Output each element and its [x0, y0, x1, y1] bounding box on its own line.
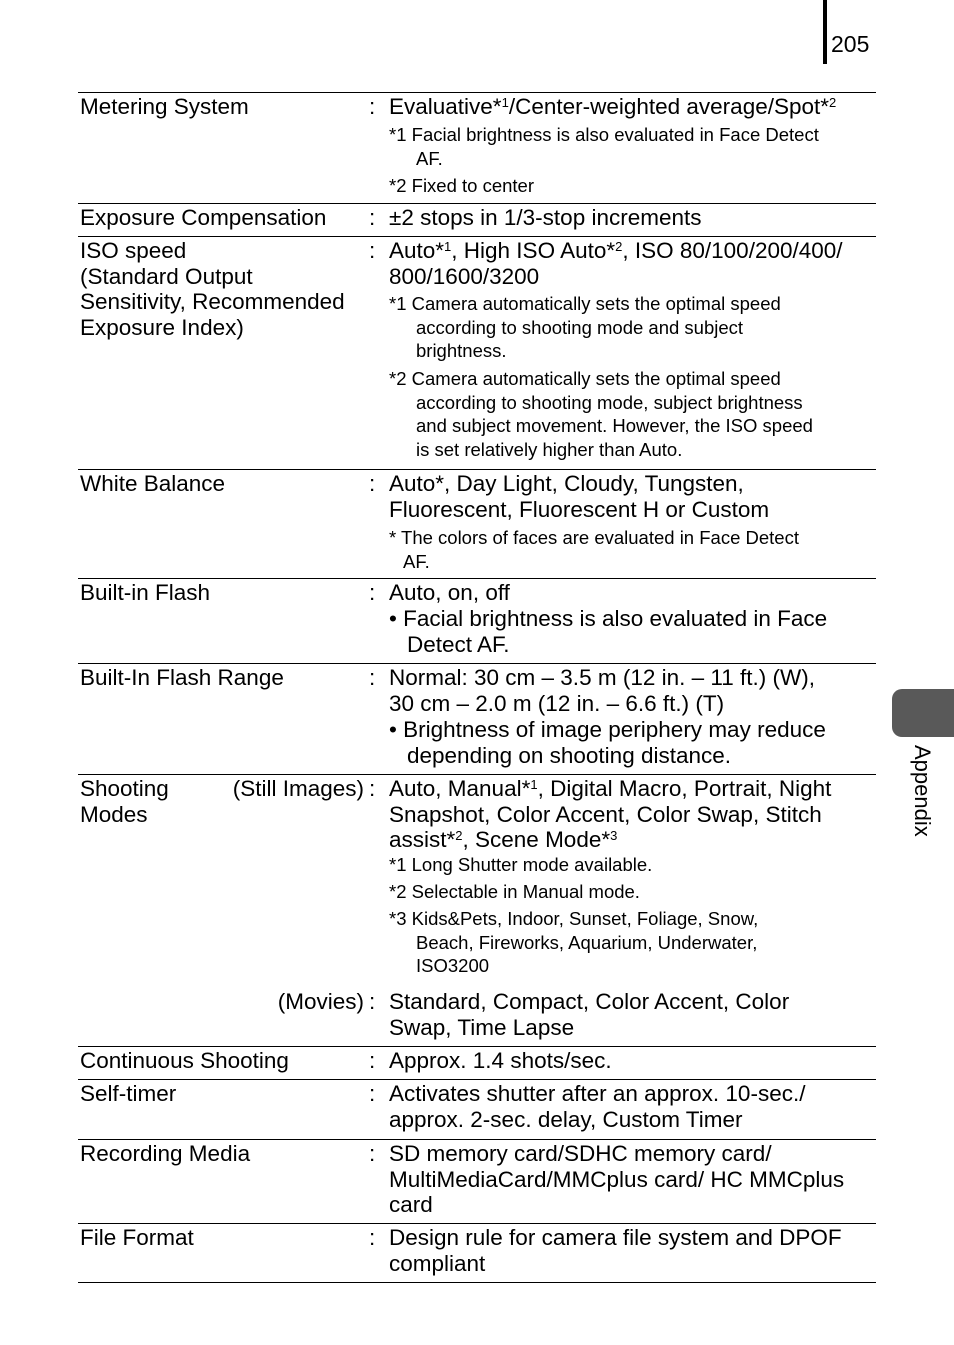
spec-row-continuous	[78, 1046, 876, 1079]
spec-value: Design rule for camera file system and DPOF compliant	[389, 1225, 842, 1276]
spec-label: Self-timer	[80, 1081, 177, 1106]
spec-colon: :	[369, 238, 376, 263]
spec-colon: :	[369, 471, 376, 496]
spec-row-metering	[78, 92, 876, 203]
spec-label: ISO speed (Standard Output Sensitivity, Recommended Exposure Index)	[80, 238, 345, 340]
spec-value: Approx. 1.4 shots/sec.	[389, 1048, 612, 1073]
spec-label: Built-In Flash Range	[80, 665, 284, 690]
spec-row-white-balance	[78, 469, 876, 578]
spec-colon: :	[369, 776, 376, 801]
spec-footnote-1: *1 Camera automatically sets the optimal speed according to shooting mode and subject brightness.	[389, 293, 781, 361]
spec-label: Continuous Shooting	[80, 1048, 289, 1073]
spec-row-media	[78, 1139, 876, 1223]
spec-row-iso	[78, 236, 876, 469]
spec-footnote-1: *1 Long Shutter mode available.	[389, 854, 653, 875]
spec-value: ±2 stops in 1/3-stop increments	[389, 205, 702, 230]
spec-footnote: * The colors of faces are evaluated in Face Detect AF.	[389, 527, 799, 572]
spec-colon: :	[369, 1141, 376, 1166]
spec-value: Normal: 30 cm – 3.5 m (12 in. – 11 ft.) (W), 30 cm – 2.0 m (12 in. – 6.6 ft.) (T)	[389, 665, 815, 716]
spec-colon: :	[369, 580, 376, 605]
spec-label: File Format	[80, 1225, 194, 1250]
spec-footnote-2: *2 Fixed to center	[389, 175, 535, 196]
spec-colon: :	[369, 94, 376, 119]
spec-label: Metering System	[80, 94, 249, 119]
appendix-tab-label: Appendix	[910, 745, 935, 837]
spec-value: Auto*$^1$, High ISO Auto*$^2$, ISO 80/100/200/400/ 800/1600/3200	[389, 238, 843, 289]
spec-row-self-timer	[78, 1079, 876, 1139]
spec-label: Recording Media	[80, 1141, 251, 1166]
spec-row-flash	[78, 578, 876, 663]
spec-sublabel-still: (Still Images)	[232, 776, 364, 801]
page-number-divider	[823, 0, 827, 64]
spec-footnote-3: *3 Kids&Pets, Indoor, Sunset, Foliage, Snow, Beach, Fireworks, Aquarium, Underwater, ISO3200	[389, 908, 759, 976]
page-number: 205	[831, 31, 870, 57]
spec-row-exposure	[78, 203, 876, 236]
spec-row-flash-range	[78, 663, 876, 774]
spec-colon: :	[369, 665, 376, 690]
appendix-tab-marker	[892, 689, 954, 737]
spec-colon: :	[369, 989, 376, 1014]
spec-colon: :	[369, 1081, 376, 1106]
spec-colon: :	[369, 205, 376, 230]
spec-label: Shooting Modes	[80, 776, 169, 827]
spec-value: Activates shutter after an approx. 10-sec./ approx. 2-sec. delay, Custom Timer	[389, 1081, 806, 1132]
spec-row-shooting-modes	[78, 774, 876, 1046]
spec-value: Auto*, Day Light, Cloudy, Tungsten, Fluorescent, Fluorescent H or Custom	[389, 471, 770, 522]
spec-value-still: Auto, Manual*$^1$, Digital Macro, Portrait, Night Snapshot, Color Accent, Color Swap, Stitch assist*$^2$, Scene Mode*$^3$	[389, 776, 832, 852]
spec-colon: :	[369, 1048, 376, 1073]
spec-footnote-1: *1 Facial brightness is also evaluated in Face Detect AF.	[389, 124, 819, 169]
spec-sublabel-movies: (Movies)	[277, 989, 364, 1014]
spec-footnote-2: *2 Camera automatically sets the optimal speed according to shooting mode, subject brightness and subject movement. However, the ISO speed is set relatively higher than Auto.	[389, 368, 813, 460]
spec-value-movies: Standard, Compact, Color Accent, Color Swap, Time Lapse	[389, 989, 790, 1040]
spec-colon: :	[369, 1225, 376, 1250]
spec-label: Built-in Flash	[80, 580, 211, 605]
spec-value: Evaluative*$^1$/Center-weighted average/Spot*$^2$	[389, 94, 837, 119]
spec-footnote-2: *2 Selectable in Manual mode.	[389, 881, 640, 902]
spec-label: White Balance	[80, 471, 226, 496]
spec-row-file-format	[78, 1223, 876, 1283]
spec-value: SD memory card/SDHC memory card/ MultiMediaCard/MMCplus card/ HC MMCplus card	[389, 1141, 845, 1217]
spec-label: Exposure Compensation	[80, 205, 327, 230]
spec-value: Auto, on, off	[389, 580, 510, 605]
spec-bullet: • Facial brightness is also evaluated in Face Detect AF.	[389, 606, 828, 657]
spec-table	[78, 92, 876, 1283]
spec-bullet: • Brightness of image periphery may reduce depending on shooting distance.	[389, 717, 826, 768]
